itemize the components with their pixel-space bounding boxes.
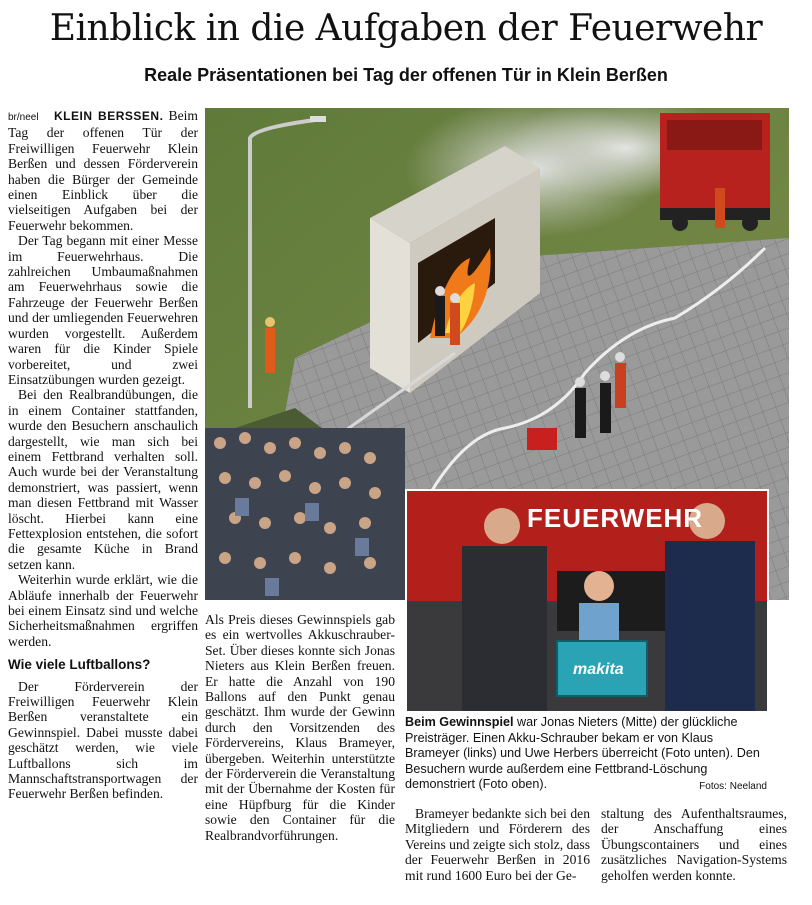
- photo-caption: [405, 715, 767, 795]
- paragraph: Der Tag begann mit einer Messe im Feuerwehrhaus. Die zahlreichen Umbaumaßnahmen am Feuerwehrhaus sowie die Fahrzeuge der Feuerwehr Berßen und der umliegenden Feuerwehren wurden vorgestellt. Außerdem waren für die Kinder Spiele vorbereitet, und zwei Einsatzübungen wurden gezeigt.: [8, 233, 198, 387]
- prize-winner-photo: [405, 489, 769, 713]
- box-brand: makita: [573, 661, 624, 678]
- paragraph: Brameyer bedankte sich bei den Mitgliedern und Förderern des Vereins und zeigte sich stolz, dass der Feuerwehr Berßen in 2016 mit rund 1600 Euro bei der Ge-: [405, 806, 590, 883]
- paragraph: Beim Tag der offenen Tür der Freiwilligen Feuerwehr Klein Berßen und dessen Förderverein haben die Bürger der Gemeinde einen Einblick über die vielseitigen Aufgaben bei der Feuerwehr bekommen.: [8, 108, 198, 233]
- location-tag: KLEIN BERSSEN.: [53, 109, 164, 123]
- article-column-1: [8, 108, 198, 802]
- paragraph: Bei den Realbrandübungen, die in einem Container stattfanden, wurde den Besuchern anschaulich dargestellt, wie man sich bei einem Fettbrand verhalten soll. Auch wurde bei der Veranstaltung demonstriert, was passiert, wenn man diesen Fettbrand mit Wasser löscht. Hierbei kann eine Fettexplosion entstehen, die sofort die gesamte Küche in Brand setzen kann.: [8, 387, 198, 572]
- subheadline: Reale Präsentationen bei Tag der offenen Tür in Klein Berßen: [144, 65, 668, 85]
- paragraph: Weiterhin wurde erklärt, wie die Abläufe innerhalb der Feuerwehr bei einem Einsatz sind und welche Sicherheitsmaßnahmen ergriffen werden.: [8, 572, 198, 649]
- article-column-3: [405, 806, 590, 883]
- paragraph: Als Preis dieses Gewinnspiels gab es ein wertvolles Akkuschrauber-Set. Über dieses konnte sich Jonas Nieters aus Klein Berßen freuen. Er hatte die Anzahl von 190 Ballons auf den Punkt genau geschätzt. Ihm wurde der Gewinn durch den Vorsitzenden des Fördervereins, Klaus Brameyer, übergeben. Weiterhin unterstützte der Förderverein die Veranstaltung mit der Übernahme der Kosten für eine Hüpfburg für die Kinder sowie den Container für die Realbrandvorführungen.: [205, 612, 395, 843]
- photo-credit: Fotos: Neeland: [699, 781, 767, 792]
- article-column-2: [205, 612, 395, 843]
- headline: Einblick in die Aufgaben der Feuerwehr: [49, 8, 763, 49]
- paragraph: staltung des Aufenthaltsraumes, der Anschaffung eines Übungscontainers und eines zusätzliches Navigation-Systems geholfen werden konnte.: [601, 806, 787, 883]
- dateline: br/neel: [8, 112, 39, 123]
- truck-sign: FEUERWEHR: [527, 503, 704, 533]
- caption-text: war Jonas Nieters (Mitte) der glückliche Preisträger. Einen Akku-Schrauber bekam er von Klaus Brameyer (links) und Uwe Herbers überreicht (Foto unten). Den Besuchern wurde außerdem eine Fettbrand-Löschung demonstriert (Foto oben).: [405, 715, 760, 791]
- section-subhead: Wie viele Luftballons?: [8, 657, 151, 673]
- article-column-4: [601, 806, 787, 883]
- paragraph: Der Förderverein der Freiwilligen Feuerwehr Klein Berßen veranstaltete ein Gewinnspiel. Dabei musste dabei geschätzt werden, wie viele Luftballons sich im Mannschaftstransportwagen der Feuerwehr Berßen befinden.: [8, 678, 198, 802]
- caption-lead: Beim Gewinnspiel: [405, 715, 514, 729]
